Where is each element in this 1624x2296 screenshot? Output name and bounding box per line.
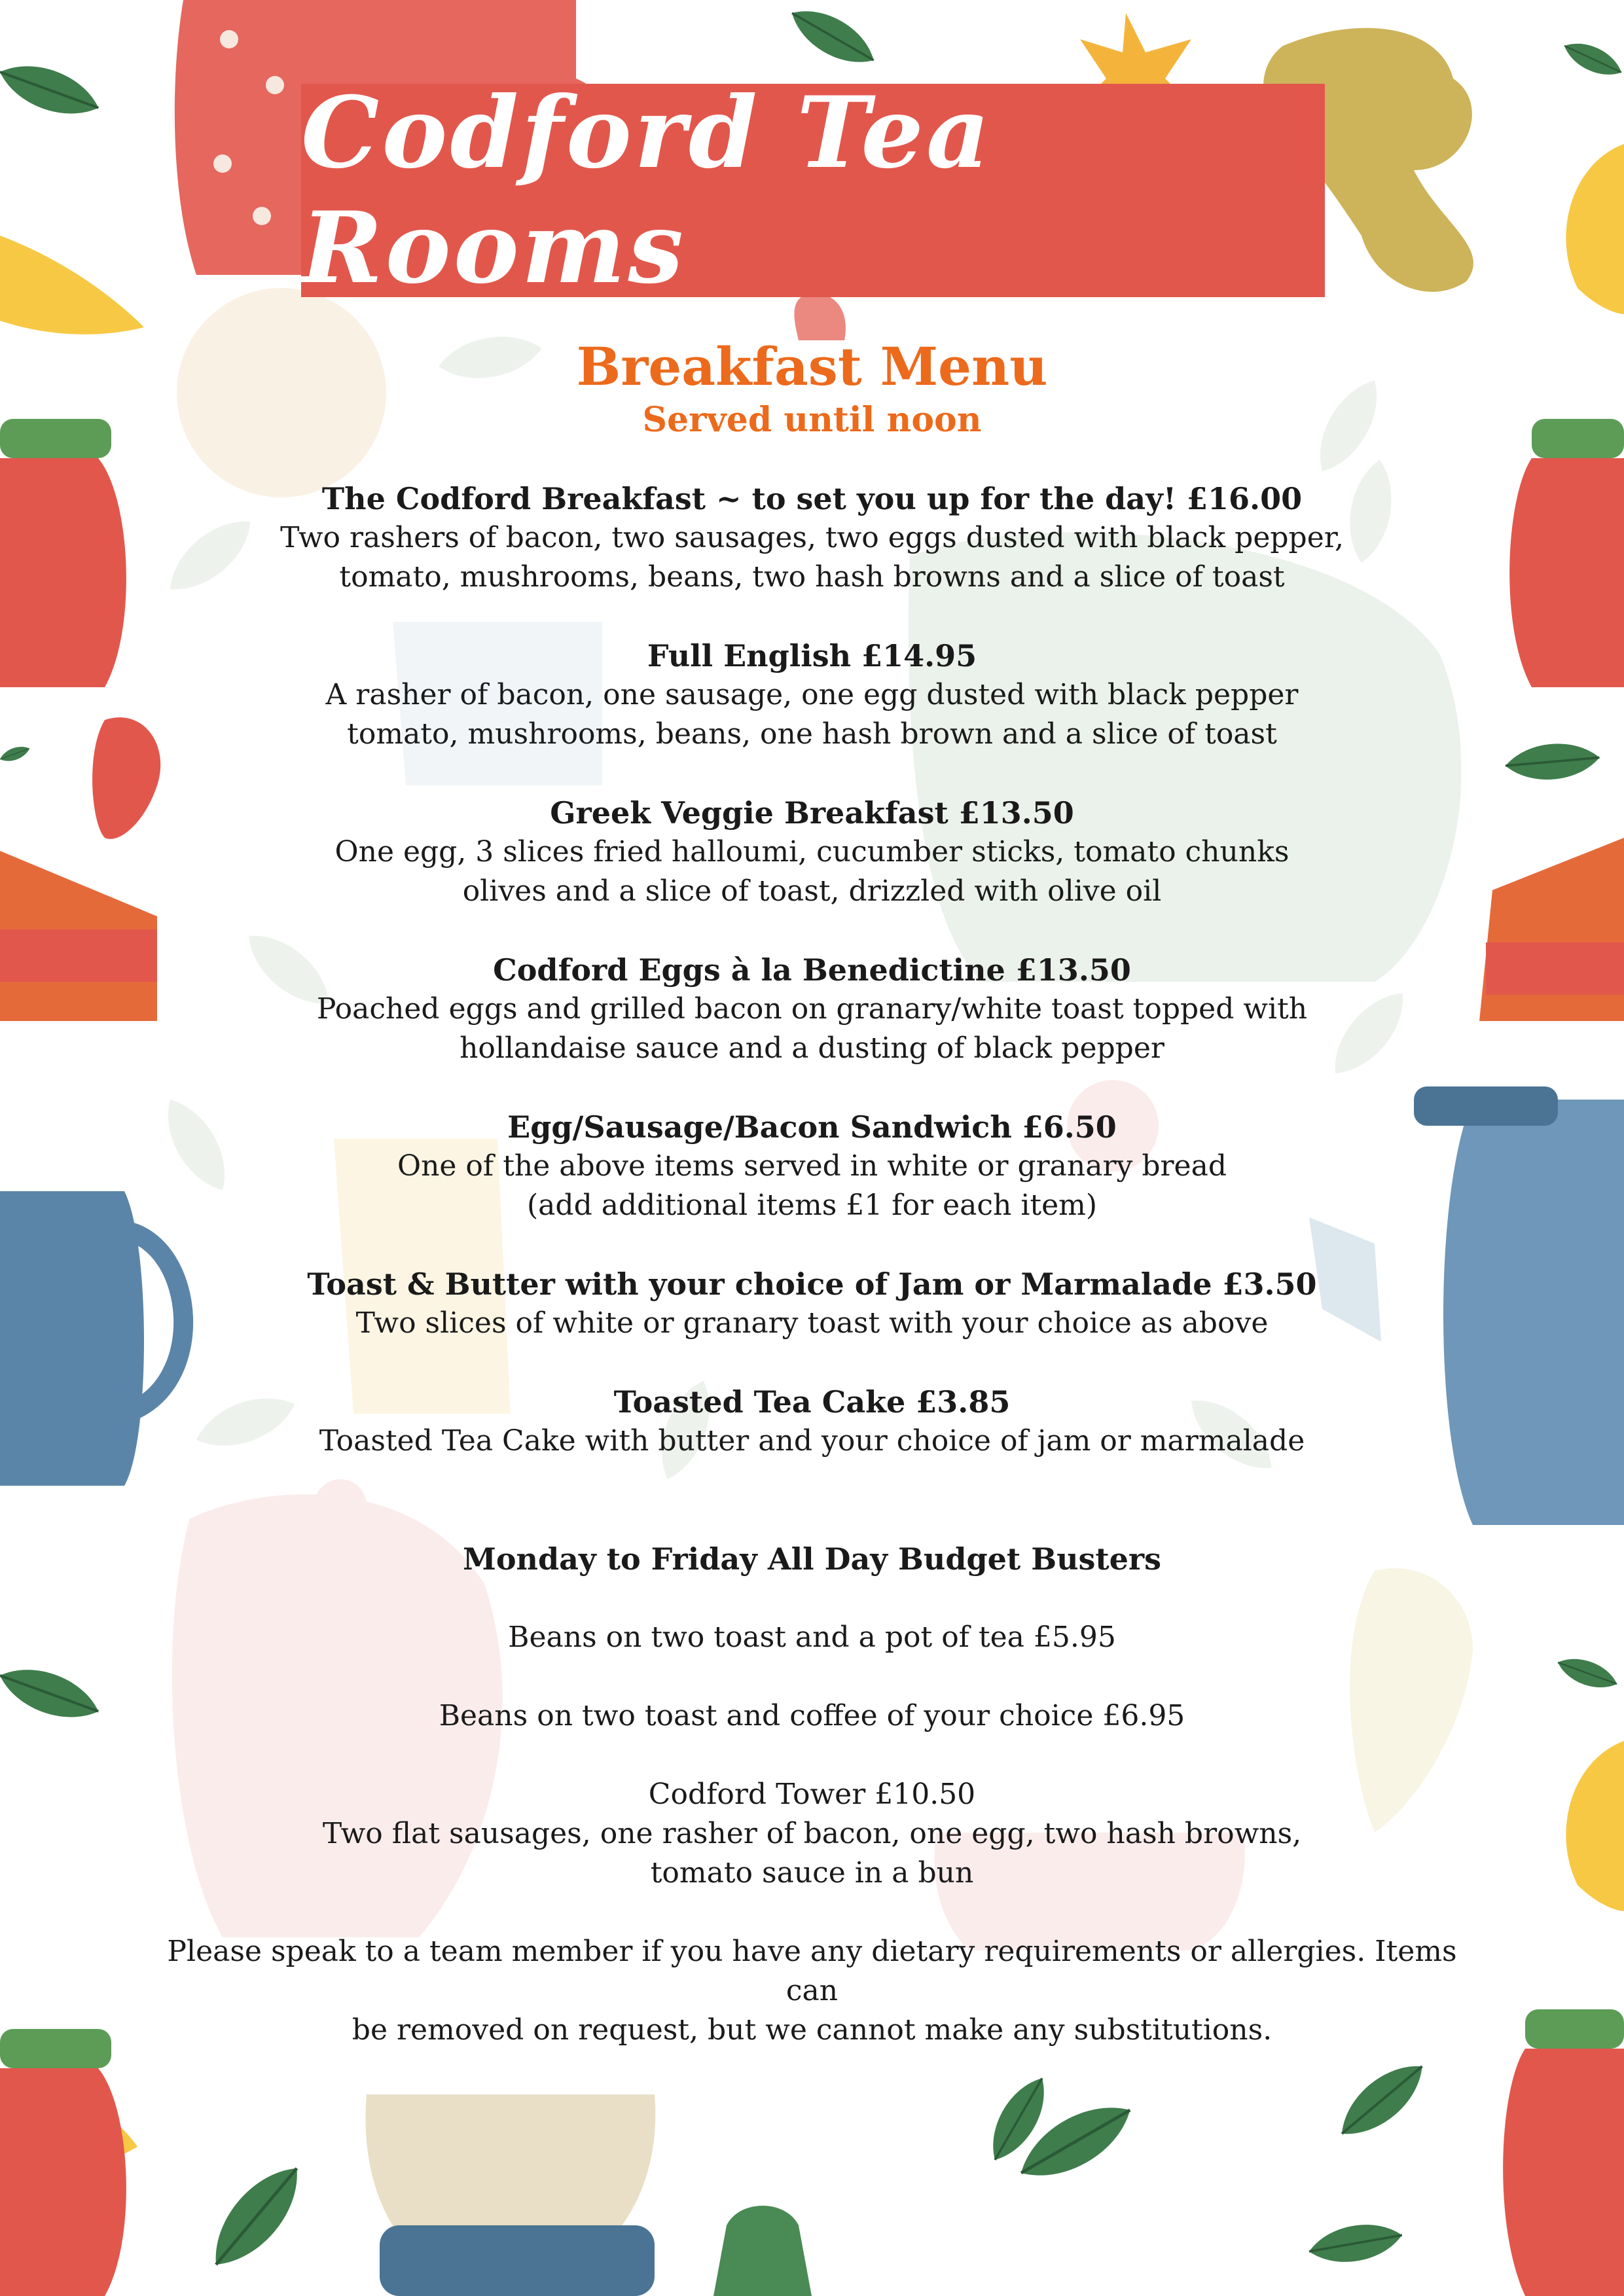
menu-item (157, 636, 1467, 754)
budget-item: Beans on two toast and coffee of your choice £6.95 (439, 1699, 1185, 1732)
menu-item-description: Toasted Tea Cake with butter and your choice of jam or marmalade (319, 1424, 1305, 1458)
menu-item-name: Toast & Butter with your choice of Jam or Marmalade £3.50 (307, 1266, 1317, 1302)
menu-item (157, 950, 1467, 1068)
menu-item-description: A rasher of bacon, one sausage, one egg dusted with black pepper (325, 678, 1299, 711)
menu-item-description: One of the above items served in white or granary bread (397, 1149, 1227, 1183)
menu-item-description: olives and a slice of toast, drizzled with olive oil (462, 874, 1162, 908)
menu-item-name: Full English £14.95 (647, 638, 977, 673)
menu-item-description: Two slices of white or granary toast with your choice as above (355, 1306, 1269, 1340)
menu-item-description: (add additional items £1 for each item) (527, 1189, 1097, 1222)
menu-item-name: Toasted Tea Cake £3.85 (613, 1384, 1011, 1420)
menu-item-description: Poached eggs and grilled bacon on granary/white toast topped with (316, 992, 1308, 1026)
allergy-notice-line: Please speak to a team member if you have any dietary requirements or allergies. Items can (167, 1935, 1457, 2007)
menu-item (157, 1265, 1467, 1343)
menu-item (157, 1107, 1467, 1225)
menu-item-description: hollandaise sauce and a dusting of black pepper (460, 1031, 1164, 1065)
restaurant-name: Codford Tea Rooms (301, 75, 993, 306)
menu-item (157, 793, 1467, 911)
menu-item-description: One egg, 3 slices fried halloumi, cucumber sticks, tomato chunks (334, 835, 1290, 869)
menu-item-description: tomato, mushrooms, beans, one hash brown and a slice of toast (347, 717, 1277, 751)
menu-item-description: Two rashers of bacon, two sausages, two eggs dusted with black pepper, (280, 521, 1344, 554)
budget-item-description: tomato sauce in a bun (650, 1856, 974, 1890)
budget-section-title: Monday to Friday All Day Budget Busters (462, 1541, 1162, 1577)
budget-item: Beans on two toast and a pot of tea £5.95 (508, 1621, 1116, 1654)
menu-item-name: The Codford Breakfast ~ to set you up for the day! £16.00 (321, 481, 1303, 516)
allergy-notice (157, 1932, 1467, 2050)
title-banner (301, 75, 1325, 306)
allergy-notice-line: be removed on request, but we cannot make any substitutions. (352, 2013, 1272, 2047)
menu-content (157, 335, 1467, 2050)
cup-icon (365, 2094, 812, 2296)
menu-item (157, 479, 1467, 597)
menu-item-name: Egg/Sausage/Bacon Sandwich £6.50 (507, 1109, 1117, 1145)
menu-title: Breakfast Menu (576, 336, 1048, 397)
budget-item-description: Two flat sausages, one rasher of bacon, one egg, two hash browns, (322, 1817, 1302, 1850)
menu-item-name: Codford Eggs à la Benedictine £13.50 (493, 952, 1131, 988)
menu-subtitle: Served until noon (642, 400, 982, 440)
menu-item-name: Greek Veggie Breakfast £13.50 (550, 795, 1074, 831)
menu-item (157, 1382, 1467, 1461)
budget-item-name: Codford Tower £10.50 (648, 1778, 976, 1811)
menu-item-description: tomato, mushrooms, beans, two hash browns and a slice of toast (339, 560, 1285, 594)
